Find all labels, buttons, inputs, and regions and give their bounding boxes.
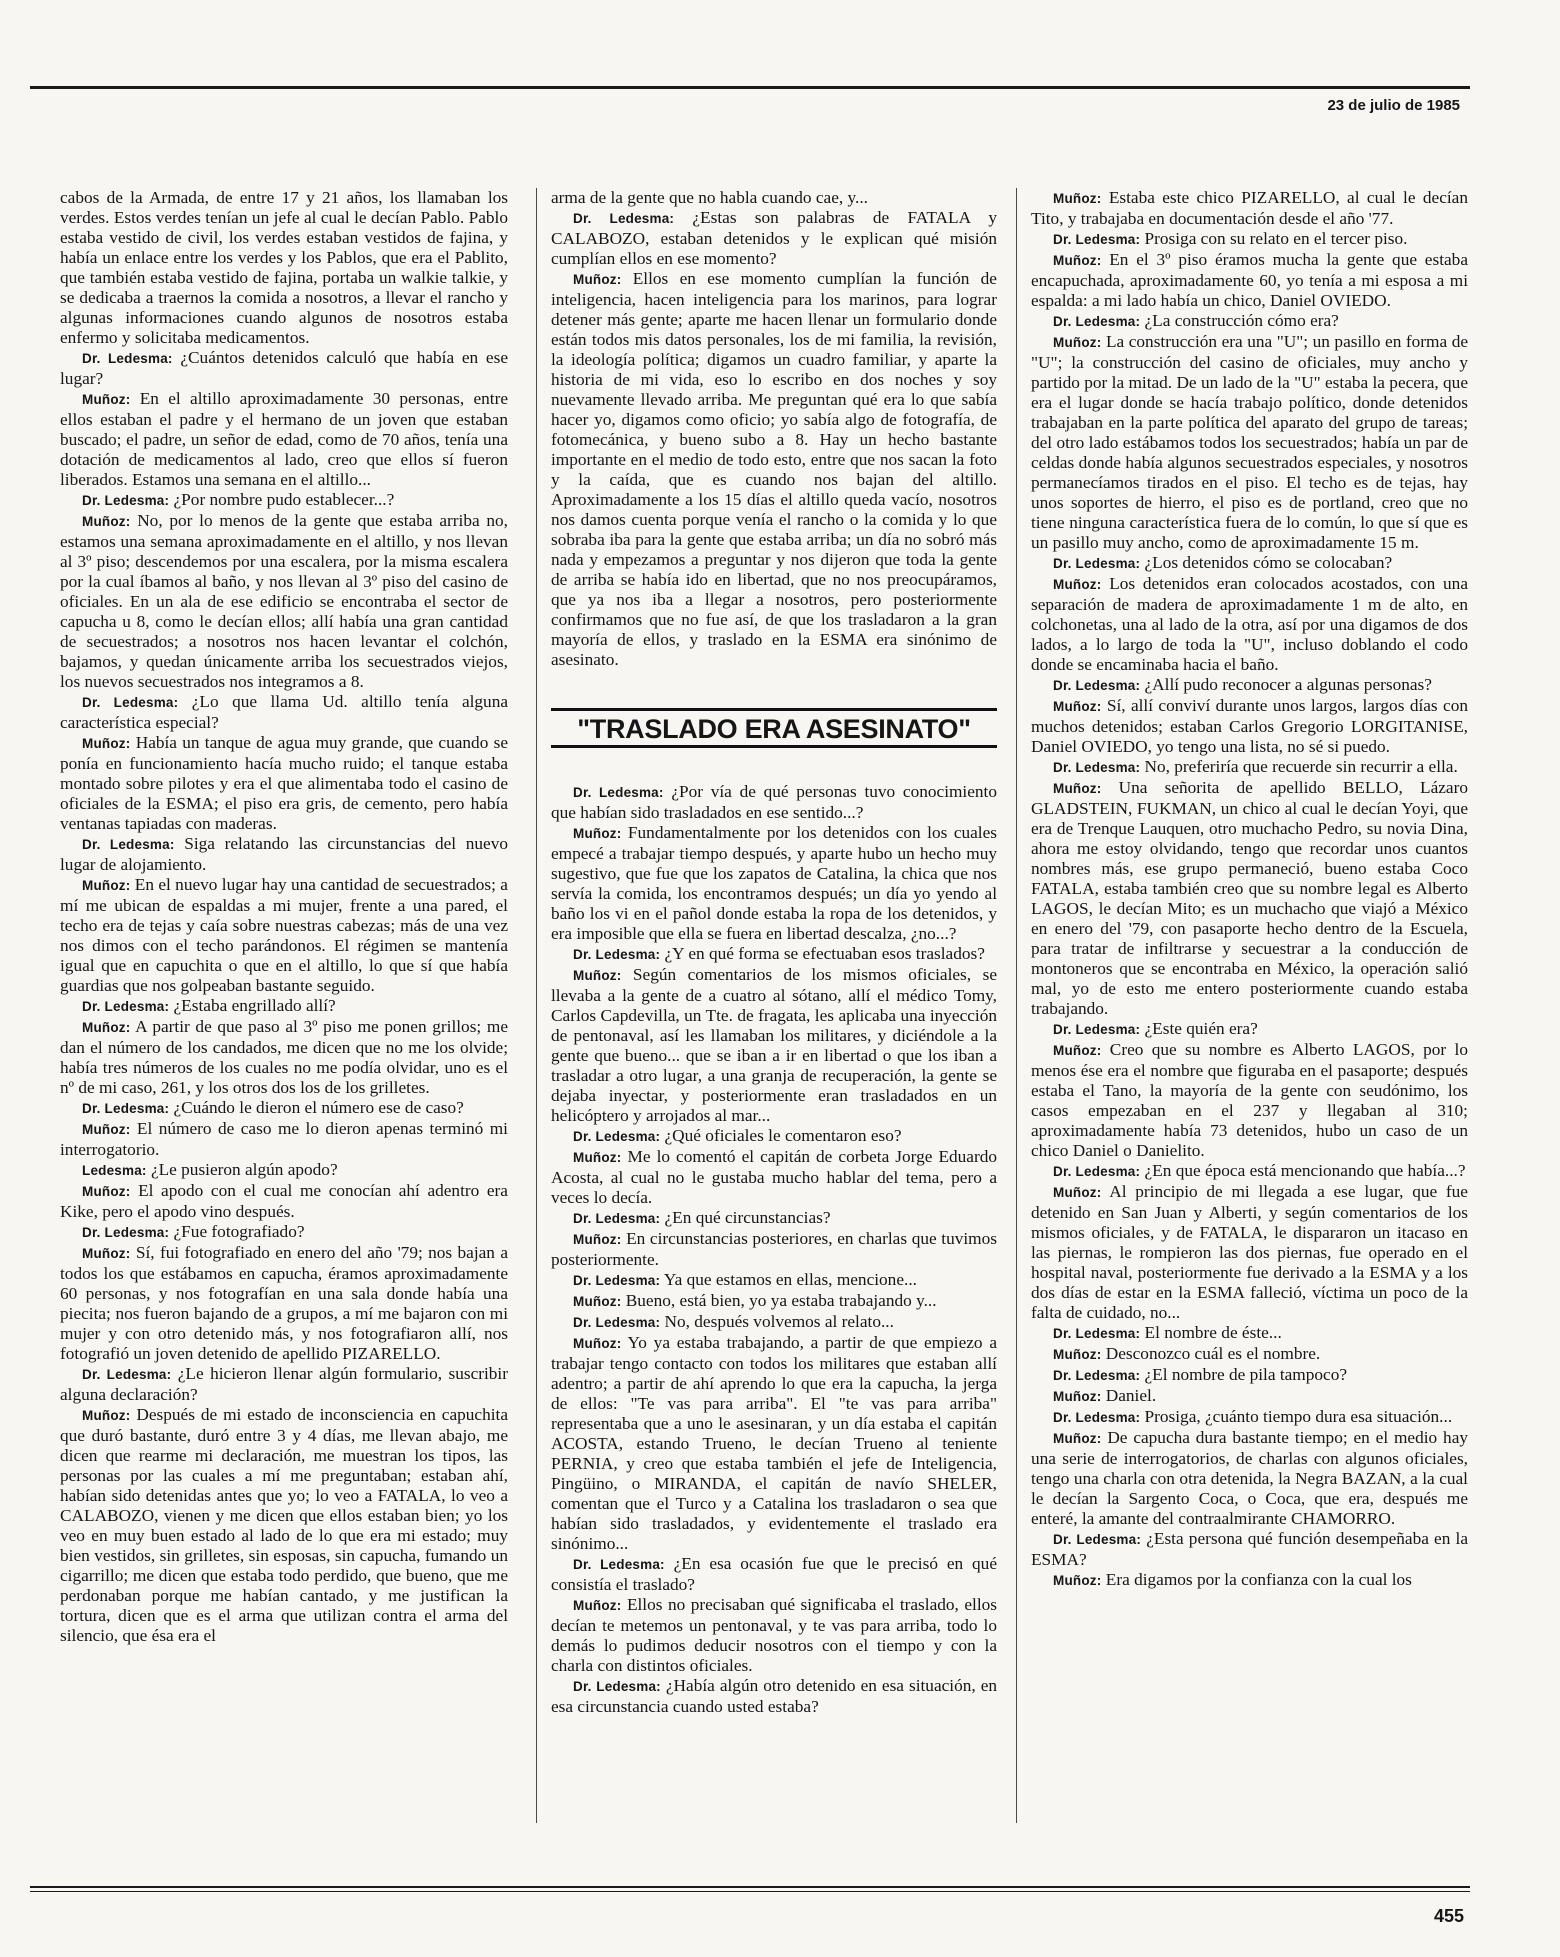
paragraph-text: Los detenidos eran colocados acostados, con una separación de madera de aproximadamente 1 m de alto, en colchonetas, una al lado de la otra, así por una digamos de dos lados, a lo largo de toda la "U", incluso doblando el codo donde se encaminaba hacia el baño.	[1031, 574, 1468, 674]
speaker-label: Dr. Ledesma:	[1053, 1326, 1141, 1341]
paragraph-text: La construcción era una "U"; un pasillo en forma de "U"; la construcción del casino de oficiales, muy ancho y partido por la mitad. De un lado de la "U" estaba la pecera, que era el lugar donde se hacía trabajo político, donde detenidos trabajaban en la parte política del aparato del grupo de tareas; del otro lado estábamos todos los secuestrados; había un par de celdas donde había algunos secuestrados especiales, y nosotros permanecíamos tirados en el piso. El techo es de tejas, hay unos soportes de hierro, el piso es de portland, creo que no tiene ninguna característica fuera de lo común, lo que sí que es un pasillo muy ancho, como de aproximadamente 15 m.	[1031, 332, 1468, 552]
paragraph-text: De capucha dura bastante tiempo; en el medio hay una serie de interrogatorios, de charlas con algunos oficiales, tengo una charla con otra detenida, la Negra BAZAN, a la cual le decían la Sargento Coca, o Coca, que era, después me enteré, la amante del contraalmirante CHAMORRO.	[1031, 1428, 1468, 1528]
speaker-label: Muñoz:	[1053, 781, 1102, 796]
paragraph-text: Prosiga con su relato en el tercer piso.	[1144, 229, 1408, 248]
speaker-label: Muñoz:	[82, 736, 131, 751]
paragraph-text: En el nuevo lugar hay una cantidad de secuestrados; a mí me ubican de espaldas a mi mujer, frente a una pared, el techo era de tejas y caía sobre nuestras cabezas; más de una vez nos dimos con el techo parándonos. El régimen se mantenía igual que en capuchita o que en el altillo, lo que sí que había guardias que nos golpeaban bastante seguido.	[60, 875, 508, 995]
speaker-label: Muñoz:	[573, 1598, 622, 1613]
paragraph-text: Después de mi estado de inconsciencia en capuchita que duró bastante, duró entre 3 y 4 días, me llevan abajo, me dicen que rearme mi declaración, me muestran los tipos, las personas por las cuales a mí me preguntaban; estaban ahí, habían sido detenidas antes que yo; lo veo a FATALA, lo veo a CALABOZO, vienen y me dicen que ellos estaban bien; yo los veo en muy buen estado al lado de lo que era mi estado; muy bien vestidos, sin grilletes, sin esposas, sin capucha, fumando un cigarrillo; me dicen que estaba todo perdido, que bueno, que me perdonaban porque me habían cantado, y me justifican la tortura, dicen que es el arma que utilizan contra el arma del silencio, que ésa era el	[60, 1405, 508, 1645]
speaker-label: Dr. Ledesma:	[573, 785, 664, 800]
paragraph-text: No, por lo menos de la gente que estaba arriba no, estamos una semana aproximadamente en el altillo, y nos llevan al 3º piso; descendemos por una escalera, por la misma escalera por la cual íbamos al baño, y nos llevan al 3º piso del casino de oficiales. En un ala de ese edificio se encontraba el sector de capucha u 8, como le decían ellos; allí había una gran cantidad de secuestrados; a nosotros nos hacen levantar el colchón, bajamos, y quedan únicamente arriba los secuestrados viejos, los nuevos secuestrados nos integramos a 8.	[60, 511, 508, 691]
paragraph	[60, 188, 508, 348]
paragraph-text: ¿Le hicieron llenar algún formulario, suscribir alguna declaración?	[60, 1364, 508, 1404]
paragraph-text: A partir de que paso al 3º piso me ponen grillos; me dan el número de los candados, me dicen que no me los olvide; había tres números de los cuales no me podía olvidar, uno es el nº de mi caso, 261, y los otros dos los de los grilletes.	[60, 1017, 508, 1097]
speaker-label: Dr. Ledesma:	[1053, 1022, 1141, 1037]
speaker-label: Dr. Ledesma:	[1053, 232, 1141, 247]
paragraph-text: ¿Los detenidos cómo se colocaban?	[1144, 553, 1393, 572]
column-3	[1016, 188, 1468, 1823]
paragraph-text: Creo que su nombre es Alberto LAGOS, por lo menos ése era el nombre que figuraba en el pasaporte; después estaba el Tano, la mayoría de la gente con seudónimo, los casos empezaban en el 237 y llegaban al 310; aproximadamente había 73 detenidos, hubo un caso de un chico Daniel o Danielito.	[1031, 1040, 1468, 1160]
speaker-label: Dr. Ledesma:	[1053, 760, 1141, 775]
paragraph	[60, 834, 508, 875]
paragraph	[60, 1405, 508, 1646]
paragraph	[60, 875, 508, 996]
paragraph-text: Sí, allí conviví durante unos largos, largos días con muchos detenidos; estaban Carlos Gregorio LORGITANISE, Daniel OVIEDO, yo tengo una lista, no sé si puedo.	[1031, 696, 1468, 756]
paragraph	[60, 1098, 508, 1119]
paragraph-text: Ellos no precisaban qué significaba el traslado, ellos decían te metemos un pentonaval, y te vas para arriba, todo lo demás lo pudimos deducir nosotros con el tiempo y con la charla con distintos oficiales.	[551, 1595, 997, 1675]
paragraph	[1031, 553, 1468, 574]
speaker-label: Muñoz:	[82, 392, 131, 407]
speaker-label: Muñoz:	[1053, 1431, 1102, 1446]
paragraph	[551, 269, 997, 670]
paragraph-text: ¿Lo que llama Ud. altillo tenía alguna característica especial?	[60, 692, 509, 732]
paragraph	[551, 1554, 997, 1595]
bottom-rule-thin	[30, 1891, 1470, 1892]
speaker-label: Muñoz:	[1053, 1389, 1102, 1404]
paragraph-text: En el 3º piso éramos mucha la gente que estaba encapuchada, aproximadamente 60, yo tenía a mi esposa a mi espalda: a mi lado había un chico, Daniel OVIEDO.	[1031, 250, 1468, 310]
paragraph	[1031, 1040, 1468, 1161]
paragraph	[551, 944, 997, 965]
paragraph-text: ¿Le pusieron algún apodo?	[150, 1160, 338, 1179]
paragraph-text: Al principio de mi llegada a ese lugar, que fue detenido en San Juan y Alberti, y según comentarios de los mismos oficiales, y de FATALA, le dispararon un itacaso en las piernas, le rompieron las dos piernas, fue operado en el hospital naval, posteriormente fue derivado a la ESMA y a los dos días de estar en la ESMA falleció, víctima un poco de la falta de cuidado, no...	[1031, 1182, 1468, 1322]
paragraph-text: ¿En que época está mencionando que había...?	[1144, 1161, 1466, 1180]
top-rule	[30, 86, 1470, 89]
column-2	[536, 188, 997, 1823]
paragraph-text: Prosiga, ¿cuánto tiempo dura esa situación...	[1144, 1407, 1453, 1426]
paragraph	[60, 1222, 508, 1243]
paragraph-text: ¿Había algún otro detenido en esa situación, en esa circunstancia cuando usted estaba?	[551, 1676, 998, 1716]
speaker-label: Muñoz:	[82, 1246, 131, 1261]
paragraph	[60, 511, 508, 692]
speaker-label: Muñoz:	[573, 1294, 622, 1309]
paragraph-text: Una señorita de apellido BELLO, Lázaro GLADSTEIN, FUKMAN, un chico al cual le decían Yoyi, que era de Trenque Lauquen, otro muchacho Pedro, su novia Dina, ahora me estoy olvidando, tengo que recordar unos cuantos nombres más, ese grupo permaneció, bueno estaba Coco FATALA, estaba también creo que su nombre legal es Alberto LAGOS, le decían Mito; es un muchacho que viajó a México en enero del '79, con pasaporte hecho dentro de la Escuela, para tratar de infiltrarse y secuestrar a la conducción de montoneros que se encontraba en México, la operación salió mal, yo de esto me entero posteriormente cuando estaba trabajando.	[1031, 778, 1468, 1018]
paragraph-text: Había un tanque de agua muy grande, que cuando se ponía en funcionamiento hacía mucho ruido; el tanque estaba montado sobre pilotes y era el que alimentaba todo el casino de oficiales de la ESMA; el piso era gris, de cemento, pero había ventanas tapiadas con maderas.	[60, 733, 509, 833]
paragraph	[1031, 1182, 1468, 1323]
paragraph	[1031, 574, 1468, 675]
speaker-label: Dr. Ledesma:	[573, 1315, 661, 1330]
paragraph	[1031, 332, 1468, 553]
paragraph	[551, 782, 997, 823]
speaker-label: Muñoz:	[1053, 1185, 1102, 1200]
paragraph-text: ¿En esa ocasión fue que le precisó en qué consistía el traslado?	[551, 1554, 997, 1594]
paragraph-text: El nombre de éste...	[1144, 1323, 1282, 1342]
paragraph	[1031, 1386, 1468, 1407]
paragraph	[60, 348, 508, 389]
paragraph-text: ¿Qué oficiales le comentaron eso?	[664, 1126, 902, 1145]
paragraph-text: ¿Fue fotografiado?	[173, 1222, 305, 1241]
speaker-label: Dr. Ledesma:	[1053, 1532, 1142, 1547]
paragraph-text: arma de la gente que no habla cuando cae, y...	[551, 188, 868, 207]
speaker-label: Dr. Ledesma:	[573, 1211, 661, 1226]
section-heading	[551, 708, 997, 748]
section-heading-text: "TRASLADO ERA ASESINATO"	[577, 714, 971, 744]
speaker-label: Dr. Ledesma:	[1053, 678, 1141, 693]
speaker-label: Dr. Ledesma:	[82, 695, 179, 710]
speaker-label: Muñoz:	[1053, 1347, 1102, 1362]
paragraph	[1031, 1344, 1468, 1365]
speaker-label: Muñoz:	[1053, 191, 1102, 206]
paragraph-text: ¿Cuándo le dieron el número ese de caso?	[173, 1098, 464, 1117]
page-number: 455	[1433, 1906, 1464, 1926]
speaker-label: Dr. Ledesma:	[573, 1129, 661, 1144]
paragraph-text: Daniel.	[1105, 1386, 1157, 1405]
paragraph	[60, 692, 508, 733]
paragraph	[1031, 1407, 1468, 1428]
paragraph-text: En el altillo aproximadamente 30 personas, entre ellos estaban el padre y el hermano de un joven que estaban buscado; el padre, un señor de edad, como de 70 años, tenía una dotación de medicamentos al lado, creo que ellos sí fueron liberados. Estamos una semana en el altillo...	[60, 389, 508, 489]
paragraph-text: Ya que estamos en ellas, mencione...	[663, 1270, 917, 1289]
paragraph-text: ¿Estaba engrillado allí?	[173, 996, 336, 1015]
paragraph	[1031, 1365, 1468, 1386]
paragraph	[1031, 675, 1468, 696]
paragraph	[1031, 696, 1468, 757]
paragraph-text: ¿Este quién era?	[1144, 1019, 1258, 1038]
paragraph-text: ¿En qué circunstancias?	[664, 1208, 831, 1227]
speaker-label: Muñoz:	[82, 1122, 131, 1137]
paragraph	[1031, 1428, 1468, 1529]
paragraph	[551, 1229, 997, 1270]
paragraph-text: ¿Cuántos detenidos calculó que había en ese lugar?	[60, 348, 508, 388]
speaker-label: Dr. Ledesma:	[82, 1367, 172, 1382]
speaker-label: Dr. Ledesma:	[573, 1679, 661, 1694]
speaker-label: Dr. Ledesma:	[573, 1557, 665, 1572]
speaker-label: Dr. Ledesma:	[573, 1273, 661, 1288]
paragraph	[60, 389, 508, 490]
speaker-label: Dr. Ledesma:	[82, 1101, 170, 1116]
paragraph	[60, 1119, 508, 1160]
paragraph	[60, 1181, 508, 1222]
paragraph	[551, 1208, 997, 1229]
paragraph-text: Yo ya estaba trabajando, a partir de que empiezo a trabajar tengo contacto con todos los militares que estaban allí adentro; a partir de ahí aprendo lo que era la capucha, la jerga de ellos: "Te vas para arriba". El "te vas para arriba" representaba que a uno le asesinaran, y un día estaba el capitán ACOSTA, estando Trueno, le decían Trueno al teniente PERNIA, y creo que estaba también el jefe de Inteligencia, Pingüino, o MIRANDA, el capitán de navío SHELER, comentan que el Turco y a Catalina los trasladaron o sea que habían sido trasladados, y evidentemente el traslado era sinónimo...	[551, 1333, 997, 1553]
column-1	[60, 188, 508, 1646]
speaker-label: Dr. Ledesma:	[1053, 1164, 1141, 1179]
paragraph	[1031, 1570, 1468, 1591]
paragraph-text: Ellos en ese momento cumplían la función de inteligencia, hacen inteligencia para los marinos, para lograr detener más gente; aparte me hacen llenar un formulario donde están todos mis datos personales, los de mi familia, la revisión, la ideología política; digamos un cuadro familiar, y aparte la historia de mi vida, eso lo escribo en dos noches y soy nuevamente llevado arriba. Me preguntan qué era lo que sabía hacer yo, digamos como oficio; yo sabía algo de fotografía, de fotomecánica, y bueno subo a 8. Hay un hecho bastante importante en el medio de todo esto, entre que nos sacan la foto y la caída, que es cuando nos bajan del altillo. Aproximadamente a los 15 días el altillo queda vacío, nosotros nos damos cuenta porque venía el rancho o la comida y lo que sobraba iba para la gente que estaba arriba; un día no sobró más nada y empezamos a preguntar y nos dijeron que toda la gente de arriba se había ido en libertad, que no nos preocupáramos, que ya nos iba a llegar a nosotros, pero posteriormente confirmamos que no fue así, de que los trasladaron a la gran mayoría de ellos, y traslado en la ESMA era sinónimo de asesinato.	[551, 269, 997, 669]
paragraph-text: Era digamos por la confianza con la cual los	[1105, 1570, 1412, 1589]
speaker-label: Ledesma:	[82, 1163, 147, 1178]
paragraph	[551, 965, 997, 1126]
speaker-label: Muñoz:	[82, 878, 131, 893]
paragraph-text: No, preferiría que recuerde sin recurrir a ella.	[1144, 757, 1458, 776]
paragraph	[60, 490, 508, 511]
paragraph	[551, 188, 997, 208]
paragraph	[551, 1595, 997, 1676]
paragraph-text: No, después volvemos al relato...	[664, 1312, 894, 1331]
paragraph-text: El apodo con el cual me conocían ahí adentro era Kike, pero el apodo vino después.	[60, 1181, 508, 1221]
speaker-label: Muñoz:	[82, 1408, 131, 1423]
speaker-label: Muñoz:	[1053, 1573, 1102, 1588]
speaker-label: Dr. Ledesma:	[573, 211, 675, 226]
paragraph	[551, 1312, 997, 1333]
paragraph-text: ¿El nombre de pila tampoco?	[1144, 1365, 1348, 1384]
paragraph-text: En circunstancias posteriores, en charlas que tuvimos posteriormente.	[551, 1229, 997, 1269]
paragraph-text: El número de caso me lo dieron apenas terminó mi interrogatorio.	[60, 1119, 508, 1159]
speaker-label: Muñoz:	[573, 272, 622, 287]
speaker-label: Muñoz:	[1053, 335, 1102, 350]
speaker-label: Muñoz:	[1053, 699, 1102, 714]
speaker-label: Muñoz:	[573, 1150, 622, 1165]
speaker-label: Dr. Ledesma:	[82, 1225, 170, 1240]
paragraph-text: Siga relatando las circunstancias del nuevo lugar de alojamiento.	[60, 834, 508, 874]
paragraph	[551, 1291, 997, 1312]
paragraph	[1031, 1323, 1468, 1344]
paragraph	[1031, 1529, 1468, 1570]
paragraph	[1031, 1161, 1468, 1182]
speaker-label: Dr. Ledesma:	[1053, 1368, 1141, 1383]
speaker-label: Dr. Ledesma:	[1053, 556, 1141, 571]
speaker-label: Dr. Ledesma:	[573, 947, 661, 962]
paragraph	[551, 1270, 997, 1291]
paragraph-text: ¿Por nombre pudo establecer...?	[173, 490, 395, 509]
paragraph	[60, 1017, 508, 1098]
paragraph-text: ¿Esta persona qué función desempeñaba en la ESMA?	[1031, 1529, 1468, 1569]
paragraph	[60, 996, 508, 1017]
paragraph-text: Me lo comentó el capitán de corbeta Jorge Eduardo Acosta, al cual no le gustaba mucho hablar del tema, pero a veces lo decía.	[551, 1147, 997, 1207]
speaker-label: Muñoz:	[82, 1020, 131, 1035]
paragraph-text: ¿Y en qué forma se efectuaban esos traslados?	[664, 944, 985, 963]
paragraph	[551, 1676, 997, 1717]
paragraph-text: ¿Allí pudo reconocer a algunas personas?	[1144, 675, 1432, 694]
issue-date: 23 de julio de 1985	[1327, 97, 1460, 114]
speaker-label: Muñoz:	[82, 514, 131, 529]
paragraph	[1031, 757, 1468, 778]
bottom-rule	[30, 1886, 1470, 1888]
paragraph	[551, 1147, 997, 1208]
paragraph	[60, 1364, 508, 1405]
speaker-label: Dr. Ledesma:	[82, 837, 175, 852]
paragraph-text: Bueno, está bien, yo ya estaba trabajando y...	[625, 1291, 937, 1310]
paragraph	[1031, 188, 1468, 229]
speaker-label: Muñoz:	[1053, 1043, 1102, 1058]
paragraph-text: ¿La construcción cómo era?	[1144, 311, 1339, 330]
paragraph	[551, 1126, 997, 1147]
speaker-label: Muñoz:	[573, 1336, 622, 1351]
speaker-label: Muñoz:	[573, 968, 622, 983]
paragraph-text: Sí, fui fotografiado en enero del año '79; nos bajan a todos los que estábamos en capucha, éramos aproximadamente 60 personas, y nos fotografían en una sala donde había una piecita; nos fueron bajando de a grupos, a mí me bajaron con mi mujer y con otro detenido más, y nos fotografiaron allí, nos fotografió un joven detenido de apellido PIZARELLO.	[60, 1243, 509, 1363]
speaker-label: Muñoz:	[573, 1232, 622, 1247]
paragraph-text: Según comentarios de los mismos oficiales, se llevaba a la gente de a cuatro al sótano, allí el médico Tomy, Carlos Capdevilla, un Tte. de fragata, les aplicaba una inyección de pentonaval, así les llamaban los militares, y diciéndole a la gente que bueno... que se iban a ir en libertad o que los iban a trasladar a otro lugar, a una granja de recuperación, la gente se dejaba inyectar, y posteriormente eran trasladados en un helicóptero y arrojados al mar...	[551, 965, 997, 1125]
paragraph-text: ¿Estas son palabras de FATALA y CALABOZO, estaban detenidos y le explican qué misión cumplían ellos en ese momento?	[551, 208, 997, 268]
paragraph	[551, 208, 997, 269]
speaker-label: Dr. Ledesma:	[1053, 1410, 1141, 1425]
speaker-label: Dr. Ledesma:	[82, 999, 170, 1014]
paragraph-text: cabos de la Armada, de entre 17 y 21 años, los llamaban los verdes. Estos verdes tenían un jefe al cual le decían Pablo. Pablo estaba vestido de civil, los verdes estaban vestidos de fajina, y había un enlace entre los verdes y los Pablos, que era el Pablito, que también estaba vestido de fajina, portaba un walkie talkie, y se dedicaba a traernos la comida a nosotros, a llevar el rancho y algunas informaciones cuando algunos de nosotros estaba enfermo y solicitaba medicamentos.	[60, 188, 508, 347]
speaker-label: Muñoz:	[82, 1184, 131, 1199]
speaker-label: Muñoz:	[1053, 253, 1102, 268]
paragraph-text: Fundamentalmente por los detenidos con los cuales empecé a trabajar tiempo después, y aparte hubo un hecho muy sugestivo, que fue que los zapatos de Catalina, la chica que nos servía la comida, los encontramos después; un día yo yendo al baño los vi en el pañol donde estaba la ropa de los detenidos, y era imposible que ella se fuera en libertad descalza, ¿no...?	[551, 823, 997, 943]
paragraph	[1031, 778, 1468, 1019]
paragraph	[1031, 1019, 1468, 1040]
paragraph	[1031, 250, 1468, 311]
paragraph	[1031, 311, 1468, 332]
paragraph	[551, 1333, 997, 1554]
speaker-label: Muñoz:	[1053, 577, 1102, 592]
paragraph	[60, 1243, 508, 1364]
speaker-label: Dr. Ledesma:	[1053, 314, 1141, 329]
paragraph-text: Desconozco cuál es el nombre.	[1105, 1344, 1321, 1363]
speaker-label: Dr. Ledesma:	[82, 493, 170, 508]
paragraph	[1031, 229, 1468, 250]
paragraph-text: ¿Por vía de qué personas tuvo conocimiento que habían sido trasladados en ese sentido...?	[551, 782, 997, 822]
paragraph	[60, 1160, 508, 1181]
speaker-label: Muñoz:	[573, 826, 622, 841]
speaker-label: Dr. Ledesma:	[82, 351, 173, 366]
paragraph-text: Estaba este chico PIZARELLO, al cual le decían Tito, y trabajaba en documentación desde el año '77.	[1031, 188, 1468, 228]
paragraph	[60, 733, 508, 834]
paragraph	[551, 823, 997, 944]
